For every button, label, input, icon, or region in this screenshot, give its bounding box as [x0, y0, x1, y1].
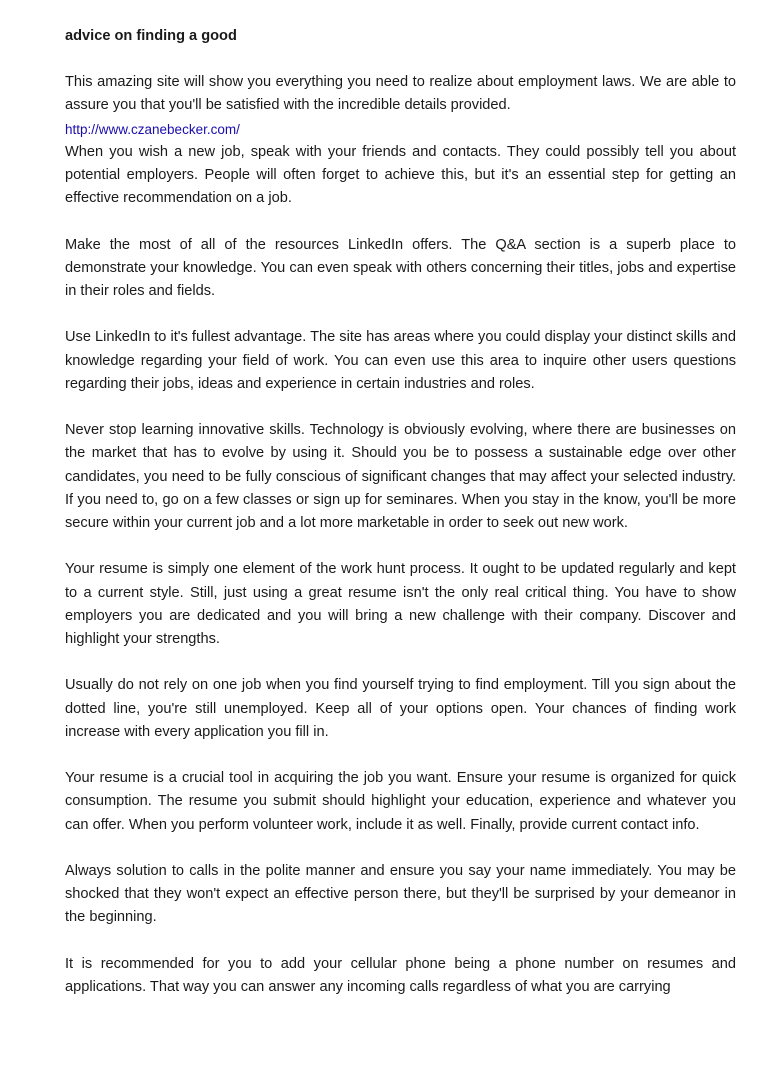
website-link[interactable]: http://www.czanebecker.com/: [65, 121, 240, 137]
paragraph-6: Usually do not rely on one job when you find yourself trying to find employment. Till you sign about the dotted line, you're still unemployed. Keep all of your options open. Your chances of finding work increase with every application you fill in.: [65, 677, 736, 740]
paragraph-4: Never stop learning innovative skills. Technology is obviously evolving, where there are businesses on the market that has to evolve by using it. Should you be to possess a sustainable edge over other candidates, you need to be fully conscious of significant changes that may affect your selected industry. If you need to, go on a few classes or sign up for seminares. When you stay in the know, you'll be more secure within your current job and a lot more marketable in order to seek out new work.: [65, 422, 736, 532]
paragraph-5: Your resume is simply one element of the work hunt process. It ought to be updated regularly and kept to a current style. Still, just using a great resume isn't the only real critical thing. You have to show employers you are dedicated and you will bring a new challenge with their company. Discover and highlight your strengths.: [65, 561, 736, 648]
paragraph-3: Use LinkedIn to it's fullest advantage. The site has areas where you could display your distinct skills and knowledge regarding your field of work. You can even use this area to inquire other users questions regarding their jobs, ideas and experience in certain industries and roles.: [65, 329, 736, 392]
paragraph-2: Make the most of all of the resources LinkedIn offers. The Q&A section is a superb place to demonstrate your knowledge. You can even speak with others concerning their titles, jobs and expertise in their roles and fields.: [65, 236, 736, 300]
paragraph-8: Always solution to calls in the polite manner and ensure you say your name immediately. You may be shocked that they won't expect an effective person there, but they'll be surprised by your demeanor in the beginning.: [65, 863, 736, 926]
document-title: advice on finding a good: [65, 28, 237, 44]
paragraph-1: When you wish a new job, speak with your friends and contacts. They could possibly tell you about potential employers. People will often forget to achieve this, but it's an essential step for getting an effective recommendation on a job.: [65, 143, 736, 207]
document-page: [65, 25, 736, 1022]
paragraph-9: It is recommended for you to add your cellular phone being a phone number on resumes and applications. That way you can answer any incoming calls regardless of what you are carrying: [65, 955, 736, 995]
paragraph-7: Your resume is a crucial tool in acquiring the job you want. Ensure your resume is organized for quick consumption. The resume you submit should highlight your education, experience and whatever you can offer. When you perform volunteer work, include it as well. Finally, provide current contact info.: [65, 770, 736, 833]
intro-paragraph: This amazing site will show you everything you need to realize about employment laws. We are able to assure you that you'll be satisfied with the incredible details provided.: [65, 74, 736, 114]
